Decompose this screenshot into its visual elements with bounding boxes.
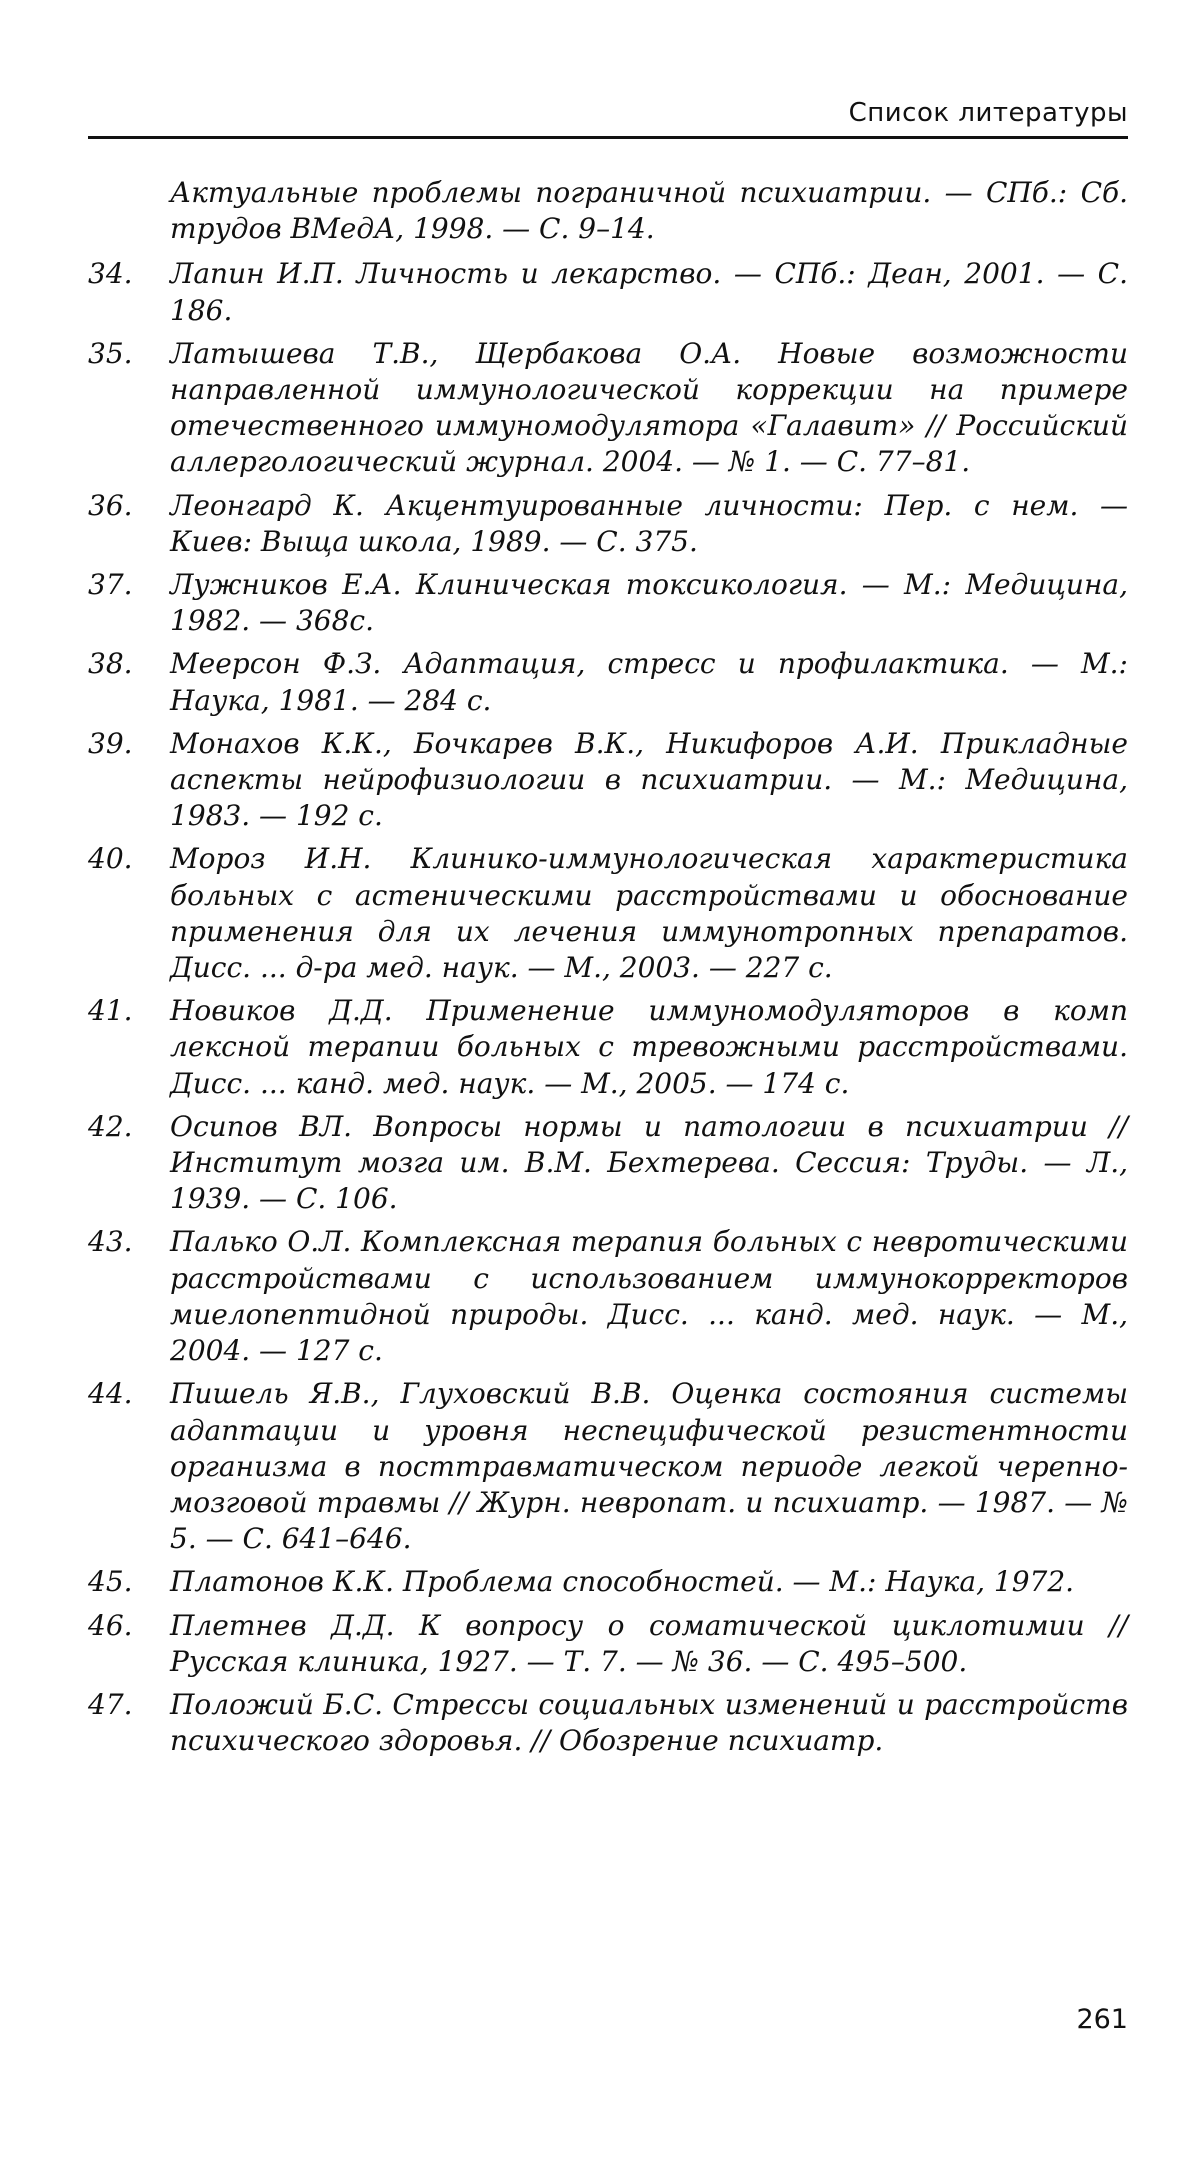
bibliography-entry: [88, 1224, 1128, 1369]
entry-number: 36.: [88, 488, 133, 522]
running-title: Список литературы: [848, 98, 1128, 128]
bibliography-list: [88, 175, 1128, 1766]
bibliography-entry: [88, 488, 1128, 560]
entry-text: Лапин И.П. Личность и лекарство. — СПб.: Деан, 2001. — С. 186.: [170, 257, 1128, 327]
entry-text: Актуальные проблемы пограничной психиатрии. — СПб.: Сб. трудов ВМедА, 1998. — С. 9–14.: [170, 176, 1128, 246]
bibliography-entry: [88, 1608, 1128, 1680]
bibliography-entry: [88, 336, 1128, 481]
bibliography-entry-continuation: [88, 175, 1128, 247]
bibliography-entry: [88, 256, 1128, 328]
bibliography-entry: [88, 567, 1128, 639]
entry-text: Палько О.Л. Комплексная терапия больных с невротическими расстройствами с использованием иммунокорректоров миелопептидной природы. Дисс. ... канд. мед. наук. — М., 2004. — 127 с.: [170, 1225, 1128, 1368]
bibliography-entry: [88, 1109, 1128, 1218]
running-header: [88, 88, 1128, 139]
entry-number: 38.: [88, 647, 133, 681]
entry-text: Осипов ВЛ. Вопросы нормы и патологии в психиатрии // Институт мозга им. В.М. Бехтерева. Сессия: Труды. — Л., 1939. — С. 106.: [170, 1109, 1128, 1216]
bibliography-entry: [88, 993, 1128, 1102]
entry-text: Меерсон Ф.З. Адаптация, стресс и профилактика. — М.: Наука, 1981. — 284 с.: [170, 647, 1128, 717]
entry-number: 42.: [88, 1109, 133, 1143]
entry-number: 45.: [88, 1565, 133, 1599]
entry-number: 37.: [88, 568, 133, 602]
entry-number: 44.: [88, 1377, 133, 1411]
entry-text: Латышева Т.В., Щербакова О.А. Новые возможности направленной иммунологической коррекции на примере отечественного иммуномодулятора «Галавит» // Российский аллергологический журнал. 2004. — № 1. — С. 77–81.: [170, 336, 1128, 479]
bibliography-entry: [88, 726, 1128, 835]
entry-text: Новиков Д.Д. Применение иммуномодуляторов в комп лексной терапии больных с тревожными расстройствами. Дисс. ... канд. мед. наук. — М., 2005. — 174 с.: [170, 994, 1128, 1100]
entry-number: 35.: [88, 336, 133, 370]
entry-number: 47.: [88, 1687, 133, 1721]
entry-text: Леонгард К. Акцентуированные личности: Пер. с нем. — Киев: Выща школа, 1989. — С. 375.: [170, 488, 1128, 558]
bibliography-entry: [88, 1376, 1128, 1557]
entry-number: 39.: [88, 726, 133, 760]
bibliography-entry: [88, 841, 1128, 986]
entry-text: Платонов К.К. Проблема способностей. — М.: Наука, 1972.: [170, 1565, 1075, 1599]
entry-text: Плетнев Д.Д. К вопросу о соматической циклотимии // Русская клиника, 1927. — Т. 7. — № 36. — С. 495–500.: [170, 1608, 1128, 1678]
entry-text: Положий Б.С. Стрессы социальных изменений и расстройств психического здоровья. // Обозрение психиатр.: [170, 1687, 1128, 1758]
entry-number: 40.: [88, 842, 133, 876]
bibliography-entry: [88, 1687, 1128, 1759]
bibliography-entry: [88, 1564, 1128, 1600]
entry-text: Пишель Я.В., Глуховский В.В. Оценка состояния системы адаптации и уровня неспецифической резистентности организма в посттравматическом периоде легкой черепно-мозговой травмы // Журн. невропат. и психиатр. — 1987. — № 5. — С. 641–646.: [170, 1377, 1128, 1556]
entry-number: 43.: [88, 1225, 133, 1259]
entry-text: Монахов К.К., Бочкарев В.К., Никифоров А.И. Прикладные аспекты нейрофизиологии в психиатрии. — М.: Медицина, 1983. — 192 с.: [170, 726, 1128, 833]
bibliography-entry: [88, 646, 1128, 718]
entry-text: Лужников Е.А. Клиническая токсикология. — М.: Медицина, 1982. — 368с.: [170, 568, 1128, 638]
page-number: 261: [1076, 2004, 1128, 2035]
entry-number: 34.: [88, 257, 133, 291]
entry-text: Мороз И.Н. Клинико-иммунологическая характеристика больных с астеническими расстройствами и обоснование применения для их лечения иммунотропных препаратов. Дисс. ... д-ра мед. наук. — М., 2003. — 227 с.: [170, 842, 1128, 985]
entry-number: 46.: [88, 1608, 133, 1642]
entry-number: 41.: [88, 994, 133, 1028]
